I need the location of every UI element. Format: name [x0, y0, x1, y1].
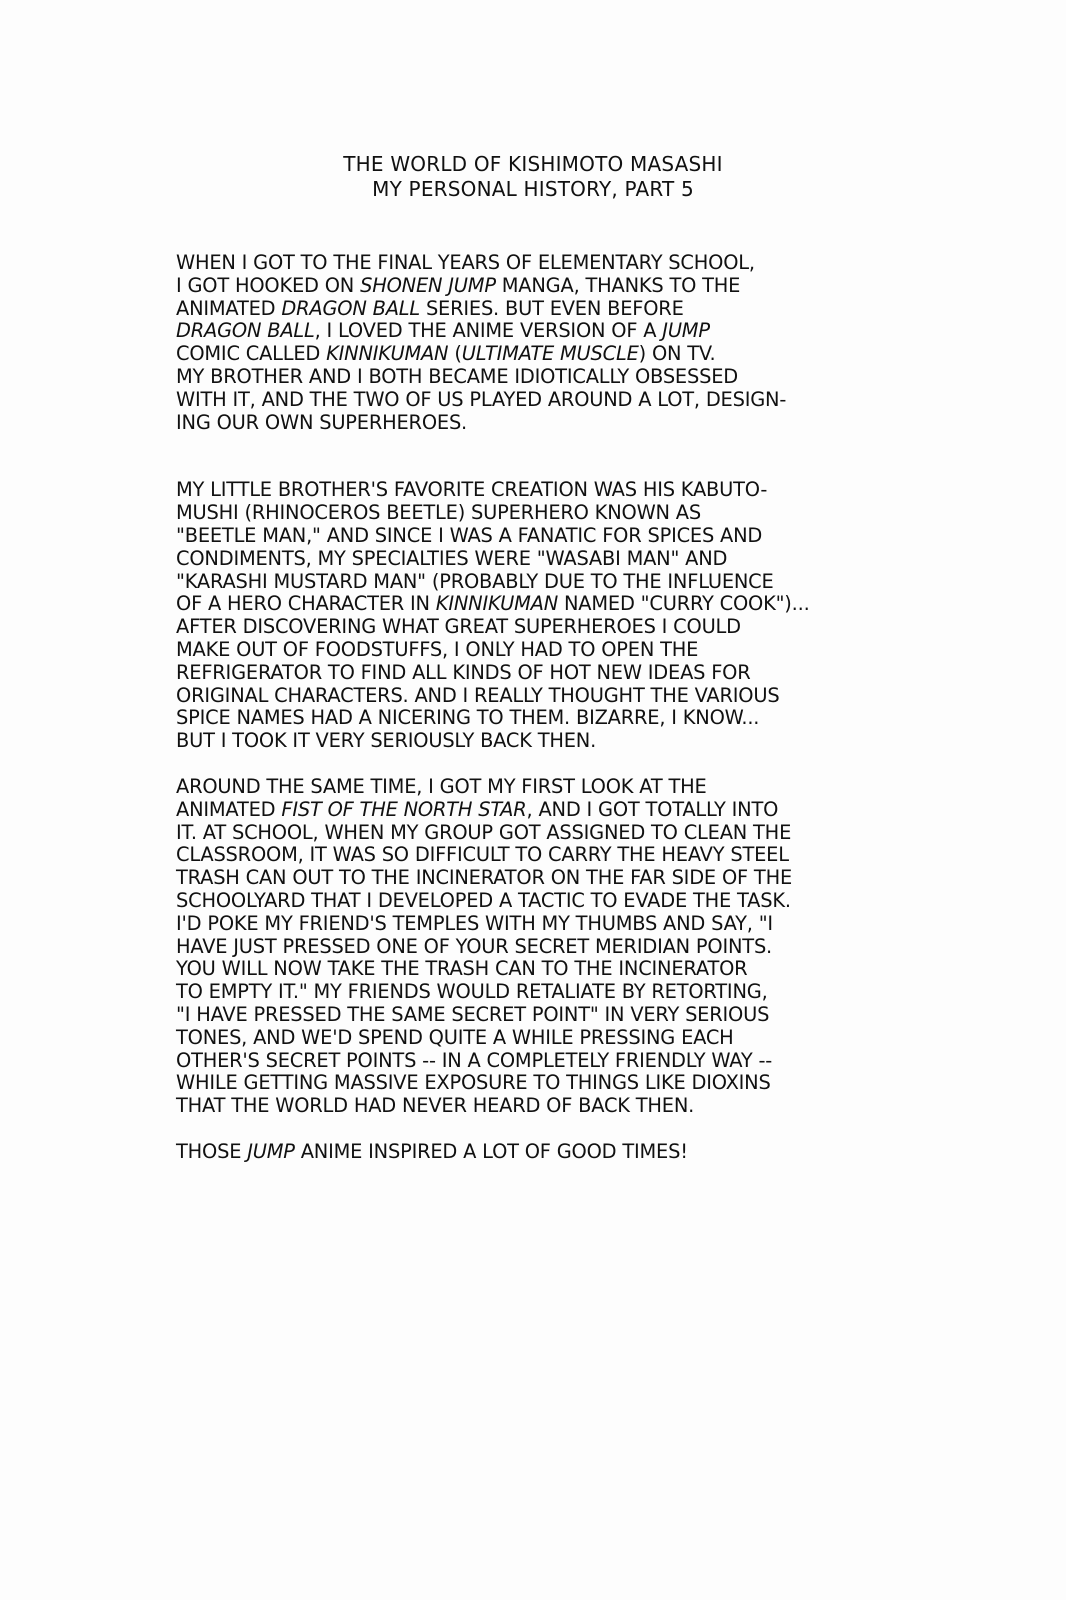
text-line: [176, 867, 906, 890]
text-segment: CONDIMENTS, MY SPECIALTIES WERE "WASABI MAN" AND: [176, 546, 728, 570]
paragraph-gap: [176, 1118, 906, 1141]
text-line: [176, 913, 906, 936]
text-segment: TONES, AND WE'D SPEND QUITE A WHILE PRESSING EACH: [176, 1025, 734, 1049]
text-segment: ANIMATED: [176, 797, 282, 821]
italic-title: FIST OF THE NORTH STAR: [281, 797, 527, 821]
text-line: [176, 844, 906, 867]
text-line: [176, 936, 906, 959]
text-line: [176, 1050, 906, 1073]
text-line: [176, 1027, 906, 1050]
text-segment: WHEN I GOT TO THE FINAL YEARS OF ELEMENTARY SCHOOL,: [176, 251, 755, 274]
text-segment: HAVE JUST PRESSED ONE OF YOUR SECRET MERIDIAN POINTS.: [176, 934, 773, 958]
text-segment: THAT THE WORLD HAD NEVER HEARD OF BACK THEN.: [176, 1094, 695, 1118]
text-line: [176, 548, 906, 571]
text-line: [176, 1072, 906, 1095]
text-line: [176, 571, 906, 594]
italic-title: ULTIMATE MUSCLE: [461, 342, 639, 366]
page-title: [0, 152, 1066, 202]
text-line: [176, 343, 906, 366]
text-line: [176, 298, 906, 321]
italic-title: KINNIKUMAN: [326, 342, 449, 366]
text-segment: ORIGINAL CHARACTERS. AND I REALLY THOUGHT THE VARIOUS: [176, 683, 780, 707]
text-line: [176, 275, 906, 298]
text-segment: COMIC CALLED: [176, 342, 327, 366]
text-line: [176, 890, 906, 913]
text-segment: OTHER'S SECRET POINTS -- IN A COMPLETELY FRIENDLY WAY --: [176, 1048, 773, 1072]
paragraph: [176, 776, 906, 1118]
text-line: [176, 593, 906, 616]
text-line: [176, 502, 906, 525]
text-segment: IT. AT SCHOOL, WHEN MY GROUP GOT ASSIGNED TO CLEAN THE: [176, 820, 792, 844]
paragraph-gap: [176, 434, 906, 479]
text-segment: SPICE NAMES HAD A NICERING TO THEM. BIZARRE, I KNOW...: [176, 706, 760, 730]
text-segment: "I HAVE PRESSED THE SAME SECRET POINT" IN VERY SERIOUS: [176, 1002, 770, 1026]
text-segment: YOU WILL NOW TAKE THE TRASH CAN TO THE INCINERATOR: [176, 957, 748, 981]
text-segment: MY BROTHER AND I BOTH BECAME IDIOTICALLY OBSESSED: [176, 364, 738, 388]
text-segment: I'D POKE MY FRIEND'S TEMPLES WITH MY THUMBS AND SAY, "I: [176, 911, 773, 935]
text-line: [176, 1141, 906, 1164]
text-line: [176, 662, 906, 685]
text-segment: ANIME INSPIRED A LOT OF GOOD TIMES!: [294, 1139, 688, 1163]
italic-title: JUMP: [662, 319, 710, 343]
text-segment: REFRIGERATOR TO FIND ALL KINDS OF HOT NEW IDEAS FOR: [176, 660, 751, 684]
text-segment: MAKE OUT OF FOODSTUFFS, I ONLY HAD TO OPEN THE: [176, 637, 699, 661]
italic-title: KINNIKUMAN: [435, 592, 559, 616]
italic-title: DRAGON BALL: [281, 296, 420, 320]
text-line: [176, 320, 906, 343]
text-segment: OF A HERO CHARACTER IN: [176, 592, 436, 616]
text-segment: MANGA, THANKS TO THE: [495, 273, 741, 297]
paragraph: [176, 252, 906, 434]
text-line: [176, 616, 906, 639]
text-line: [176, 799, 906, 822]
text-line: [176, 822, 906, 845]
text-segment: TO EMPTY IT." MY FRIENDS WOULD RETALIATE BY RETORTING,: [176, 980, 768, 1004]
text-segment: THOSE: [176, 1139, 248, 1163]
paragraph: [176, 1141, 906, 1164]
text-segment: CLASSROOM, IT WAS SO DIFFICULT TO CARRY THE HEAVY STEEL: [176, 843, 789, 867]
text-line: [176, 389, 906, 412]
text-segment: I GOT HOOKED ON: [176, 273, 361, 297]
text-line: [176, 639, 906, 662]
text-line: [176, 479, 906, 502]
paragraph-gap: [176, 753, 906, 776]
paragraph: [176, 479, 906, 753]
text-segment: WITH IT, AND THE TWO OF US PLAYED AROUND A LOT, DESIGN-: [176, 387, 787, 411]
italic-title: JUMP: [247, 1139, 295, 1163]
italic-title: SHONEN JUMP: [360, 273, 496, 297]
text-segment: MUSHI (RHINOCEROS BEETLE) SUPERHERO KNOWN AS: [176, 501, 701, 525]
text-segment: WHILE GETTING MASSIVE EXPOSURE TO THINGS LIKE DIOXINS: [176, 1071, 771, 1095]
text-segment: "KARASHI MUSTARD MAN" (PROBABLY DUE TO THE INFLUENCE: [176, 569, 774, 593]
text-line: [176, 958, 906, 981]
text-line: [176, 412, 906, 435]
text-line: [176, 366, 906, 389]
text-segment: AROUND THE SAME TIME, I GOT MY FIRST LOOK AT THE: [176, 774, 707, 798]
text-line: [176, 1095, 906, 1118]
text-segment: , AND I GOT TOTALLY INTO: [526, 797, 779, 821]
text-line: [176, 730, 906, 753]
text-segment: TRASH CAN OUT TO THE INCINERATOR ON THE FAR SIDE OF THE: [176, 866, 793, 890]
text-segment: ANIMATED: [176, 296, 282, 320]
text-segment: MY LITTLE BROTHER'S FAVORITE CREATION WAS HIS KABUTO-: [176, 478, 768, 502]
text-segment: SCHOOLYARD THAT I DEVELOPED A TACTIC TO EVADE THE TASK.: [176, 888, 791, 912]
title-line-2: MY PERSONAL HISTORY, PART 5: [372, 177, 694, 201]
text-segment: (: [448, 342, 462, 366]
title-line-1: THE WORLD OF KISHIMOTO MASASHI: [343, 152, 723, 176]
text-line: [176, 1004, 906, 1027]
text-segment: ) ON TV.: [638, 342, 716, 366]
italic-title: DRAGON BALL: [176, 319, 315, 343]
text-segment: "BEETLE MAN," AND SINCE I WAS A FANATIC FOR SPICES AND: [176, 523, 763, 547]
text-segment: BUT I TOOK IT VERY SERIOUSLY BACK THEN.: [176, 729, 597, 753]
text-line: [176, 252, 906, 275]
text-segment: ING OUR OWN SUPERHEROES.: [176, 410, 468, 434]
text-segment: NAMED "CURRY COOK")...: [558, 592, 810, 616]
text-line: [176, 685, 906, 708]
text-segment: , I LOVED THE ANIME VERSION OF A: [314, 319, 663, 343]
text-segment: AFTER DISCOVERING WHAT GREAT SUPERHEROES I COULD: [176, 615, 741, 639]
text-line: [176, 776, 906, 799]
text-line: [176, 981, 906, 1004]
text-line: [176, 707, 906, 730]
text-line: [176, 525, 906, 548]
text-segment: SERIES. BUT EVEN BEFORE: [419, 296, 684, 320]
essay-body: [176, 252, 906, 1164]
